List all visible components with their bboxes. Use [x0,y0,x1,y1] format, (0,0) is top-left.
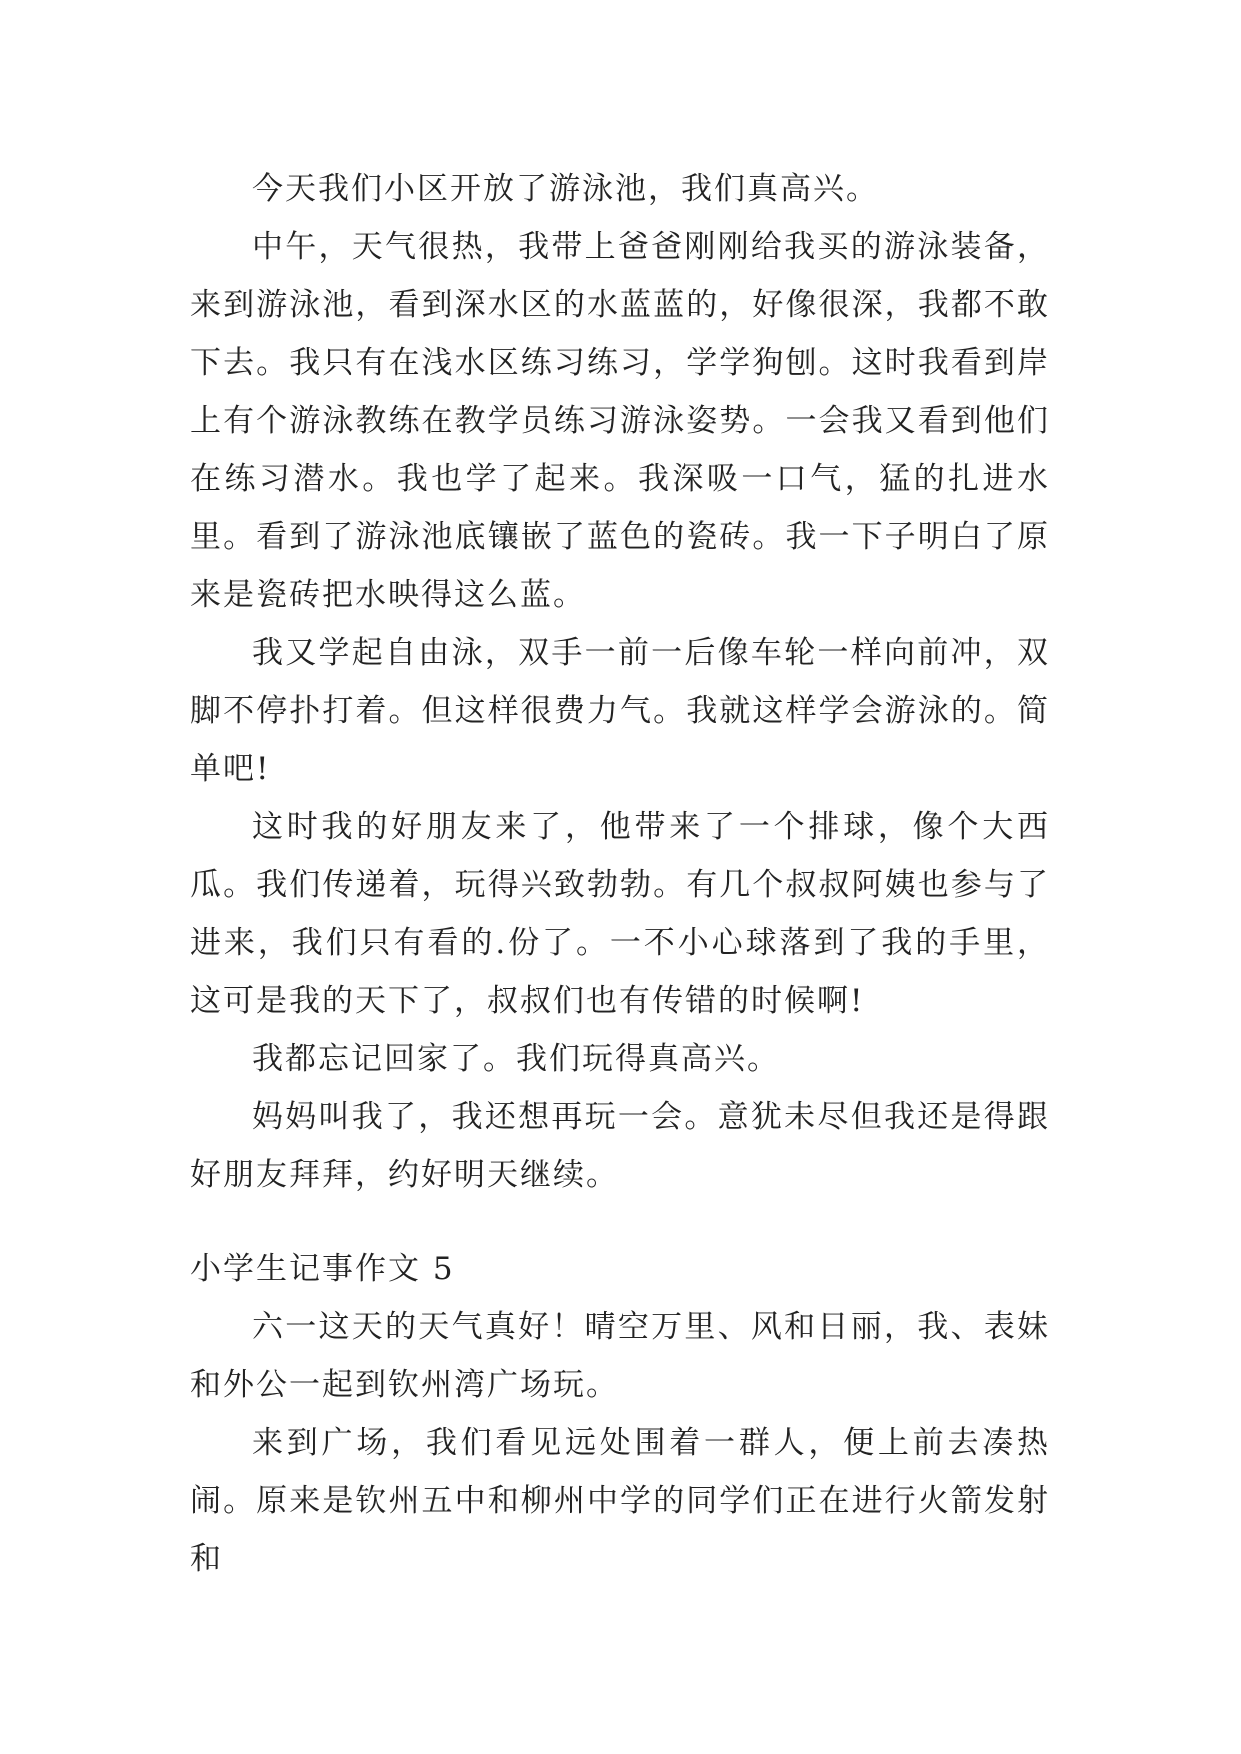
paragraph: 六一这天的天气真好！晴空万里、风和日丽，我、表妹和外公一起到钦州湾广场玩。 [190,1309,1050,1403]
paragraph: 这时我的好朋友来了，他带来了一个排球，像个大西瓜。我们传递着，玩得兴致勃勃。有几个叔叔阿姨也参与了进来，我们只有看的.份了。一不小心球落到了我的手里，这可是我的天下了，叔叔们也有传错的时候啊! [190,809,1050,1019]
paragraph: 我又学起自由泳，双手一前一后像车轮一样向前冲，双脚不停扑打着。但这样很费力气。我就这样学会游泳的。简单吧! [190,635,1050,787]
paragraph: 中午，天气很热，我带上爸爸刚刚给我买的游泳装备，来到游泳池，看到深水区的水蓝蓝的，好像很深，我都不敢下去。我只有在浅水区练习练习，学学狗刨。这时我看到岸上有个游泳教练在教学员练习游泳姿势。一会我又看到他们在练习潜水。我也学了起来。我深吸一口气，猛的扎进水里。看到了游泳池底镶嵌了蓝色的瓷砖。我一下子明白了原来是瓷砖把水映得这么蓝。 [190,229,1050,613]
paragraph: 今天我们小区开放了游泳池，我们真高兴。 [252,171,879,207]
section-title: 小学生记事作文 5 [190,1251,455,1287]
paragraph: 妈妈叫我了，我还想再玩一会。意犹未尽但我还是得跟好朋友拜拜，约好明天继续。 [190,1099,1050,1193]
paragraph: 我都忘记回家了。我们玩得真高兴。 [252,1041,780,1077]
paragraph: 来到广场，我们看见远处围着一群人，便上前去凑热闹。原来是钦州五中和柳州中学的同学们正在进行火箭发射和 [190,1425,1050,1577]
document-body [190,160,1050,1588]
